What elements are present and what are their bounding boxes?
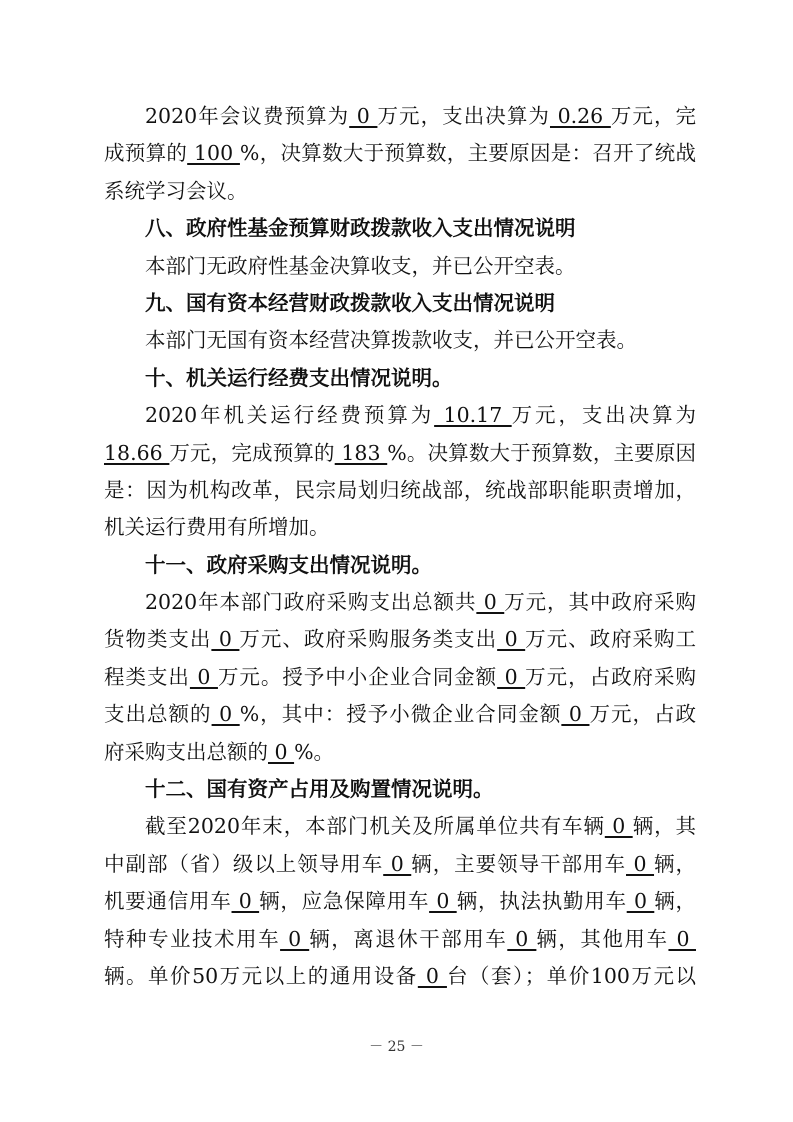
text-run: 中副部（省）级以上领导用车: [104, 851, 384, 876]
text-run: 辆，其: [632, 814, 696, 839]
paragraph-line: [104, 696, 696, 733]
paragraph-line: [104, 584, 696, 621]
section-heading: 十二、国有资产占用及购置情况说明。: [145, 777, 494, 802]
underlined-value: 0: [429, 889, 457, 914]
text-run: 府采购支出总额的: [104, 739, 268, 764]
text-run: 2020年本部门政府采购支出总额共: [145, 590, 477, 615]
paragraph-line: [104, 98, 696, 135]
text-run: %。决算数大于预算数，主要原因: [387, 440, 696, 465]
text-run: 万元、政府采购工: [525, 627, 696, 652]
text-run: 辆，: [654, 889, 696, 914]
underlined-value: 18.66: [104, 440, 170, 465]
underlined-value: 0: [268, 739, 295, 764]
section-heading: 八、政府性基金预算财政拨款收入支出情况说明: [145, 216, 576, 241]
underlined-value: 0: [507, 926, 537, 951]
text-run: 万元，占政府采购: [525, 664, 696, 689]
text-run: 万元，支出决算为: [377, 104, 550, 128]
paragraph-line: [104, 397, 696, 434]
text-run: 万元，支出决算为: [511, 403, 696, 428]
underlined-value: 0: [626, 851, 655, 876]
paragraph-line: [104, 435, 696, 472]
underlined-value: 0: [668, 926, 696, 951]
text-run: %，决算数大于预算数，主要原因是：召开了统战: [239, 141, 696, 166]
underlined-value: 0.26: [549, 104, 611, 128]
paragraph-line: [104, 734, 696, 771]
section-heading: 十一、政府采购支出情况说明。: [145, 552, 432, 577]
text-run: %。: [294, 739, 335, 764]
text-run: 辆，应急保障用车: [259, 889, 430, 914]
paragraph-line: [104, 173, 696, 210]
underlined-value: 100: [187, 141, 240, 166]
paragraph-line: 是：因为机构改革，民宗局划归统战部，统战部职能职责增加，: [104, 477, 696, 502]
text-run: 万元，其中政府采购: [504, 590, 696, 615]
paragraph-line: [104, 883, 696, 920]
underlined-value: 0: [417, 963, 447, 988]
underlined-value: 0: [626, 889, 655, 914]
text-run: 系统学习会议。: [104, 178, 248, 203]
text-run: 特种专业技术用车: [104, 926, 281, 951]
underlined-value: 0: [349, 104, 378, 128]
paragraph-line: [104, 846, 696, 883]
text-run: 辆，主要领导干部用车: [411, 851, 626, 876]
text-run: 机要通信用车: [104, 889, 232, 914]
paragraph-line: 机关运行费用有所增加。: [104, 515, 330, 540]
text-run: 辆，: [654, 851, 696, 876]
underlined-value: 0: [211, 702, 240, 727]
paragraph-line: [104, 958, 696, 995]
underlined-value: 0: [604, 814, 633, 839]
paragraph-line: [104, 921, 696, 958]
underlined-value: 0: [497, 664, 526, 689]
text-run: 辆，离退休干部用车: [309, 926, 508, 951]
text-run: 台（套）；单价100万元以: [446, 963, 696, 988]
section-heading: 九、国有资本经营财政拨款收入支出情况说明: [145, 290, 555, 315]
text-run: 万元、政府采购服务类支出: [239, 627, 498, 652]
text-run: 万元，完: [610, 104, 696, 128]
document-body: [104, 98, 696, 995]
paragraph-line: [104, 808, 696, 845]
text-run: 辆，其他用车: [536, 926, 669, 951]
underlined-value: 0: [211, 627, 240, 652]
text-run: 2020年机关运行经费预算为: [145, 403, 435, 428]
underlined-value: 0: [280, 926, 310, 951]
page-number: － 25 －: [369, 1039, 424, 1055]
paragraph-line: 本部门无国有资本经营决算拨款收支，并已公开空表。: [145, 328, 637, 353]
text-run: 2020年会议费预算为: [145, 104, 350, 128]
underlined-value: 0: [189, 664, 218, 689]
underlined-value: 0: [561, 702, 590, 727]
text-run: 万元，占政: [589, 702, 696, 727]
text-run: 成预算的: [104, 141, 188, 166]
paragraph-line: [104, 659, 696, 696]
underlined-value: 0: [383, 851, 412, 876]
text-run: 辆。单价50万元以上的通用设备: [104, 963, 418, 988]
paragraph-line: [104, 135, 696, 172]
text-run: 货物类支出: [104, 627, 212, 652]
underlined-value: 10.17: [434, 403, 512, 428]
underlined-value: 183: [334, 440, 388, 465]
paragraph-line: [104, 621, 696, 658]
underlined-value: 0: [476, 590, 505, 615]
paragraph-line: 本部门无政府性基金决算收支，并已公开空表。: [145, 253, 576, 278]
text-run: 万元，完成预算的: [169, 440, 335, 465]
text-run: 支出总额的: [104, 702, 212, 727]
section-heading: 十、机关运行经费支出情况说明。: [145, 365, 453, 390]
underlined-value: 0: [497, 627, 526, 652]
text-run: 程类支出: [104, 664, 190, 689]
text-run: 截至2020年末，本部门机关及所属单位共有车辆: [145, 814, 605, 839]
text-run: %，其中：授予小微企业合同金额: [239, 702, 562, 727]
text-run: 万元。授予中小企业合同金额: [217, 664, 498, 689]
text-run: 辆，执法执勤用车: [456, 889, 627, 914]
underlined-value: 0: [231, 889, 260, 914]
